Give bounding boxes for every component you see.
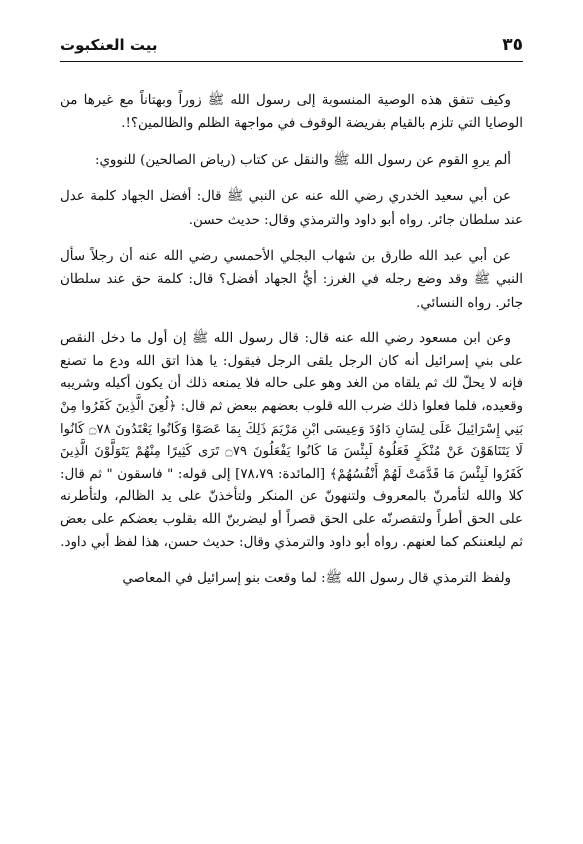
- paragraph-tirmidhi-wording: ولفظ الترمذي قال رسول الله ﷺ: لما وقعت بنو إسرائيل في المعاصي: [122, 571, 511, 587]
- paragraph-hadith-ibn-masud: [60, 328, 523, 554]
- hadith-text-after-verse: [المائدة: ٧٨،٧٩] إلى قوله: " فاسقون " ثم قال: كلا والله لتأمرنّ بالمعروف ولتنهونّ عن المنكر ولتأخذنّ على يد الظالم، ولتأطرنه على الحق أطراً ولتقصرنّه على الحق قصراً أو ليضربنّ الله بقلوب بعضكم على بعض ثم ليلعننكم كما لعنهم. رواه أبو داود والترمذي وقال: حديث حسن، هذا لفظ أبي داود.: [60, 466, 523, 550]
- page-number: ٣٥: [502, 35, 523, 55]
- hadith-text-before-verse: وعن ابن مسعود رضي الله عنه قال: قال رسول الله ﷺ إن أول ما دخل النقص على بني إسرائيل أنه كان الرجل يلقى الرجل فيقول: يا هذا اتق الله ودع ما تصنع فإنه لا يحلّ لك ثم يلقاه من الغد وهو على حاله فلا يمنعه ذلك أن يكون أكيله وشريبه وقعيده، فلما فعلوا ذلك ضرب الله قلوب بعضهم ببعض ثم قال:: [60, 331, 523, 415]
- paragraph-hadith-tariq: عن أبي عبد الله طارق بن شهاب البجلي الأحمسي رضي الله عنه أن رجلاً سأل النبي ﷺ وقد وضع رجله في الغرز: أيُّ الجهاد أفضل؟ قال: كلمة حق عند سلطان جائر. رواه النسائي.: [60, 249, 523, 311]
- paragraph-intro: وكيف تتفق هذه الوصية المنسوبة إلى رسول الله ﷺ زوراً وبهتاناً مع غيرها من الوصايا التي تلزم بالقيام بفريضة الوقوف في مواجهة الظلم والظالمين؟!.: [60, 93, 523, 132]
- paragraph-riyadh-reference: ألم يروِ القوم عن رسول الله ﷺ والنقل عن كتاب (رياض الصالحين) للنووي:: [94, 152, 511, 168]
- paragraph-hadith-abu-said: عن أبي سعيد الخدري رضي الله عنه عن النبي ﷺ قال: أفضل الجهاد كلمة عدل عند سلطان جائر. رواه أبو داود والترمذي وقال: حديث حسن.: [60, 189, 523, 228]
- running-title: بيت العنكبوت: [60, 36, 158, 54]
- page-header: [60, 35, 523, 62]
- quran-verse: ﴿لُعِنَ الَّذِينَ كَفَرُوا مِنْ بَنِي إِسْرَائِيلَ عَلَى لِسَانِ دَاوُدَ وَعِيسَى ابْنِ مَرْيَمَ ذَلِكَ بِمَا عَصَوْا وَكَانُوا يَعْتَدُونَ ۝٧٨ كَانُوا لَا يَتَنَاهَوْنَ عَنْ مُنْكَرٍ فَعَلُوهُ لَبِئْسَ مَا كَانُوا يَفْعَلُونَ ۝٧٩ تَرَى كَثِيرًا مِنْهُمْ يَتَوَلَّوْنَ الَّذِينَ كَفَرُوا لَبِئْسَ مَا قَدَّمَتْ لَهُمْ أَنْفُسُهُمْ﴾: [60, 399, 524, 482]
- page-body: [60, 89, 523, 604]
